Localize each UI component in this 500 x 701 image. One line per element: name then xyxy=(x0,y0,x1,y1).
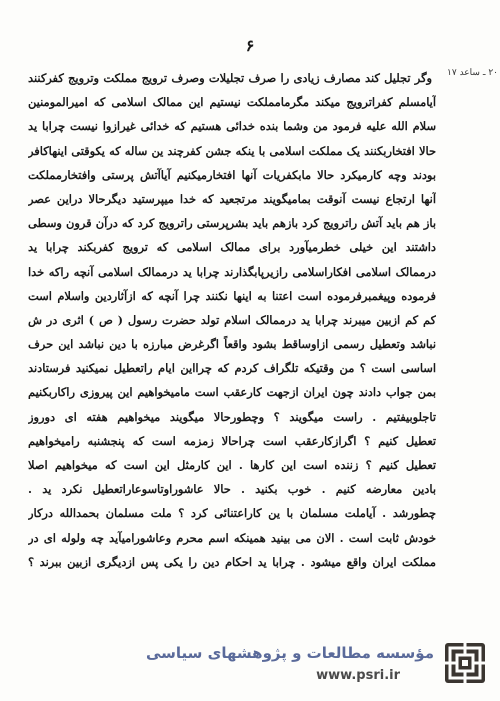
text-line: بادین معارضه کنیم . خوب بکنید . حالا عاشوراوتاسوعاراتعطیل نکرد ید . xyxy=(28,482,436,497)
text-line: وگر تجلیل کند مصارف زیادی را صرف تجلیلات وصرف ترویج مملکت وترویج کفرکنند xyxy=(28,71,432,85)
text-line: فرموده وپیغمبرفرموده است اعتنا به اینها نکنند چرا آنچه که ازآثاردین واسلام است xyxy=(28,288,436,303)
text-line: کم کم ازبین میبرند چرابا ید درممالک اسلام تولد حضرت رسول ( ص ) اثری در ش xyxy=(28,312,436,327)
text-line: آیامسلم کفراترویج میکند مگرمامملکت نیستیم این ممالک اسلامی که امیرالمومنین xyxy=(28,95,436,110)
body-text xyxy=(28,66,436,574)
text-line: نباشد وتعطیل رسمی ازاوساقط بشود واقعاً اگرغرض مبارزه با دین نباشد این حرف xyxy=(28,337,436,352)
text-line: مملکت ایران واقع میشود . چرابا ید احکام دین را یکی پس ازدیگری ازبین ببرند ؟ xyxy=(28,554,436,569)
text-line: درممالک اسلامی افکاراسلامی رازیرپابگذارند چرابا ید درممالک اسلامی آنچه راکه خدا xyxy=(28,264,436,279)
text-line: بمن جواب دادند چون ایران ازجهت کارعقب است مامیخواهیم این پیروزی راکاربکنیم xyxy=(28,385,436,400)
text-line: داشتند این خیلی خطرمیآورد برای ممالک اسلامی که ترویج کفربکند چرابا ید xyxy=(28,240,436,255)
text-line: تعطیل کنیم ؟ زننده است این کارها . این کارمثل این است که میخواهیم اصلا xyxy=(28,458,436,472)
text-line: تاجلوبیفتیم . راست میگویند ؟ وچطورحالا میگویند میخواهیم هفته ای دوروز xyxy=(28,409,436,424)
text-line: سلام الله علیه فرمود من وشما بنده خدائی هستیم که خدائی غیرازوا نیست چرابا ید xyxy=(28,119,436,134)
watermark xyxy=(0,628,500,701)
page-number: ۶ xyxy=(245,36,255,55)
text-line: اساسی است ؟ من وقتیکه تلگراف کردم که چرااین ایام راتعطیل نمیکنید فرستادند xyxy=(28,361,436,376)
margin-note: ۲۰ ـ ساعد ۱۷ xyxy=(447,68,498,78)
text-line: بودند وچه کارمیکرد حالا مابکفریات آنها افتخارمیکنیم آیاآتش پرستی وافتخارمملکت xyxy=(28,167,436,182)
text-line: حالا افتخاربکنند یک مملکت اسلامی با ینکه جشن کفرچند ین ساله که یکوقتی اینهاکافر xyxy=(28,143,436,158)
text-line: خودش ثابت است . الان می بینید همینکه اسم محرم وعاشورامیآید چه ولوله ای در xyxy=(28,530,436,545)
text-line: چطورشد . آیاملت مسلمان با ین کاراعتنائی کرد ؟ ملت مسلمان بحمدالله درکار xyxy=(28,506,436,521)
organization-name: مؤسسه مطالعات و پژوهشهای سیاسی xyxy=(145,644,434,662)
text-line: باز هم باید آتش راترویج کرد بازهم باید بشرپرستی راترویج کرد که درآن قرون وسطی xyxy=(28,216,436,231)
text-line: تعطیل کنیم ؟ اگرازکارعقب است چراحالا زمزمه است که پنجشنبه رامیخواهیم xyxy=(28,433,436,448)
text-line: آنها ارتجاع نیست آنوقت بماميگويند مرتجعید که خدا میپرستید دیگرحالا دراین عصر xyxy=(28,191,436,206)
website-url[interactable]: www.psri.ir xyxy=(316,668,400,683)
psri-logo-icon xyxy=(444,642,486,684)
